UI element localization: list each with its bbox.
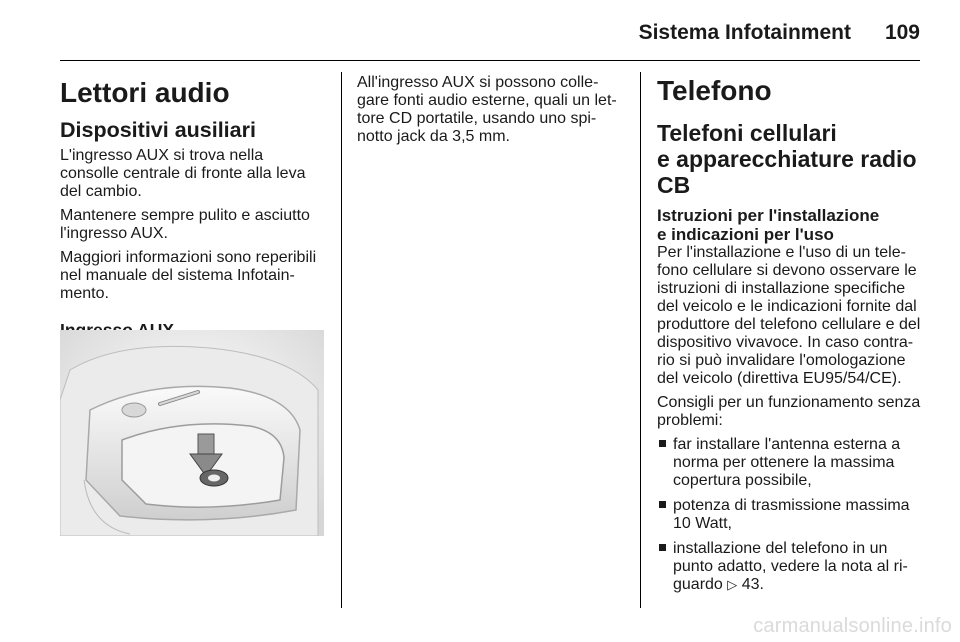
list-item-text: far installare l'antenna esterna a norma per ottenere la massima copertura possibile, xyxy=(673,436,901,489)
header-title: Sistema Infotainment xyxy=(638,21,851,44)
paragraph: Maggiori informazioni sono reperibili nel manuale del sistema Infotainmento. xyxy=(60,249,317,302)
list-item xyxy=(657,540,923,594)
page-reference-arrow-icon: ▷ xyxy=(727,577,738,592)
paragraph: All'ingresso AUX si possono collegare fonti audio esterne, quali un lettore CD portatile, usando uno spinotto jack da 3,5 mm. xyxy=(357,74,617,145)
page-number: 109 xyxy=(884,21,920,44)
section-title: Telefono xyxy=(657,75,772,106)
sub-subsection-title-line: Istruzioni per l'installazione xyxy=(657,206,880,225)
column-2 xyxy=(357,74,625,152)
subsection-title-line: Telefoni cellulari xyxy=(657,120,837,146)
list-item xyxy=(657,497,923,533)
list-item-text: potenza di trasmissione massima 10 Watt, xyxy=(673,497,910,532)
page-reference[interactable]: 43. xyxy=(741,576,764,593)
header-rule xyxy=(60,60,920,61)
subsection-title-line: e apparecchiature radio CB xyxy=(657,146,917,198)
square-bullet-icon xyxy=(659,501,666,508)
page-header xyxy=(60,18,920,48)
column-1 xyxy=(60,70,326,350)
sub-subsection-title-line: e indicazioni per l'uso xyxy=(657,225,834,244)
aux-input-illustration xyxy=(60,330,324,536)
column-3 xyxy=(657,70,923,601)
paragraph: Per l'installazione e l'uso di un telefono cellulare si devono osservare le istruzioni di installazione specifiche del veicolo e le indicazioni fornite dal produttore del telefono cellulare e del dispositivo vivavoce. In caso contrario si può invalidare l'omologazione del veicolo (direttiva EU95/54/CE). xyxy=(657,244,921,387)
subsection-title xyxy=(657,120,923,198)
paragraph: L'ingresso AUX si trova nella consolle centrale di fronte alla leva del cambio. xyxy=(60,147,306,200)
subsection-title: Dispositivi ausiliari xyxy=(60,118,256,142)
paragraph: Consigli per un funzionamento senza problemi: xyxy=(657,394,921,429)
tips-list xyxy=(657,436,923,594)
column-divider-2 xyxy=(640,72,641,608)
section-title: Lettori audio xyxy=(60,77,230,108)
watermark: carmanualsonline.info xyxy=(753,615,952,637)
square-bullet-icon xyxy=(659,544,666,551)
sub-subsection-title xyxy=(657,206,923,244)
square-bullet-icon xyxy=(659,440,666,447)
list-item-text: installazione del telefono in un punto adatto, vedere la nota al riguardo xyxy=(673,540,908,593)
paragraph: Mantenere sempre pulito e asciutto l'ingresso AUX. xyxy=(60,207,310,242)
column-divider-1 xyxy=(341,72,342,608)
list-item xyxy=(657,436,923,490)
